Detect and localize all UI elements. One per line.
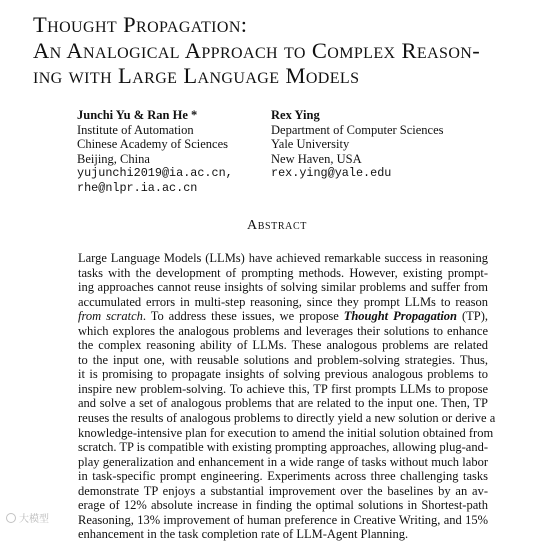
method-name-emphasis: Thought Propagation [343,309,457,324]
abstract-line: Reasoning, 13% improvement of human preference in Creative Writing, and 15% [78,512,488,527]
watermark-logo-icon [6,513,16,523]
paper-title [33,12,543,89]
watermark-text: 大模型 [19,514,49,525]
author-name: Junchi Yu & Ran He * [77,108,198,122]
abstract-line: from scratch. To address these issues, we propose Thought Propagation (TP), [78,309,488,324]
abstract-body [78,251,496,542]
abstract-line: the complex reasoning ability of LLMs. These analogous problems are related [78,338,488,353]
abstract-heading: Abstract [247,218,307,233]
abstract-line: inspire new problem-solving. To achieve this, TP first prompts LLMs to propose [78,381,488,396]
abstract-line: in task-specific prompt engineering. Experiments across three challenging tasks [78,469,488,484]
abstract-line: demonstrate TP enjoys a substantial improvement over the baselines by an av- [78,483,488,498]
author-email: rex.ying@yale.edu [271,166,392,180]
abstract-line: to the input one, with reusable solutions and problem-solving strategies. Thus, [78,352,488,367]
author-block-right [271,108,444,181]
abstract-line: it is promising to propagate insights of solving previous analogous problems to [78,367,488,382]
abstract-line: knowledge-intensive plan for execution to amend the initial solution obtained from [78,425,494,440]
abstract-line: play generalization and enhancement in a wide range of tasks without much labor [78,454,488,469]
title-line: Thought Propagation: [33,12,248,37]
watermark [6,510,49,525]
author-email: yujunchi2019@ia.ac.cn, [77,166,233,180]
abstract-line: enhancement in the task completion rate of LLM-Agent Planning. [78,527,409,542]
abstract-line: tasks with the development of prompting methods. However, existing prompt- [78,265,488,280]
title-line: ing with Large Language Models [33,63,360,88]
author-block-left [77,108,233,195]
affiliation-line: Institute of Automation [77,122,194,137]
abstract-line: scratch. TP is compatible with existing prompting approaches, allowing plug-and- [78,440,488,455]
abstract-line: erage of 12% absolute increase in finding the optimal solutions in Shortest-path [78,498,488,513]
abstract-line: Large Language Models (LLMs) have achieved remarkable success in reasoning [78,251,488,265]
affiliation-line: New Haven, USA [271,151,362,166]
author-name: Rex Ying [271,108,320,122]
title-line: An Analogical Approach to Complex Reason- [33,37,481,63]
abstract-line: and solve a set of analogous problems that are related to the input one. Then, TP [78,396,488,411]
abstract-line: reuses the results of analogous problems to directly yield a new solution or derive a [78,411,496,426]
author-email: rhe@nlpr.ia.ac.cn [77,180,198,195]
affiliation-line: Chinese Academy of Sciences [77,137,228,151]
affiliation-line: Beijing, China [77,151,150,166]
italic-emphasis: from scratch [78,309,143,324]
affiliation-line: Yale University [271,137,350,151]
abstract-line: which explores the analogous problems and leverages their solutions to enhance [78,323,488,338]
abstract-line: ing approaches cannot reuse insights of solving similar problems and suffer from [78,280,488,295]
affiliation-line: Department of Computer Sciences [271,122,444,137]
abstract-line: accumulated errors in multi-step reasoning, since they prompt LLMs to reason [78,294,488,309]
